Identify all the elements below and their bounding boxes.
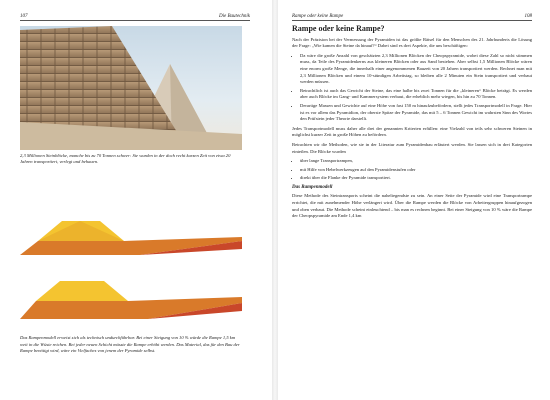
left-running-head <box>20 14 250 21</box>
right-page-body <box>292 26 532 220</box>
page-number-left: 107 <box>20 14 28 19</box>
methods-list <box>292 158 532 182</box>
right-running-head <box>292 14 532 21</box>
right-page <box>278 0 550 400</box>
ramp-diagram <box>20 201 242 329</box>
list-item: • Da wäre die große Anzahl von geschätzten 2,3 Millionen Blöcken der Cheopspyramide, wobei diese Zahl so nicht stimmen muss, da Teile des Pyramidenkerns aus kleineren Blöcken oder aus Sand bestehen. Aber selbst 1,5 Millionen Blöcke wären eine enorm große Menge, die innerhalb einer angenommenen Bauzeit von 20 Jahren transportiert werden. Rechnet man mit 2,3 Millionen Blöcken und einem 10-stündigen Arbeitstag, so bleiben alle 2 Minuten ein Stein transportiert und verbaut werden müssen. <box>300 53 532 86</box>
ramp-caption: Das Rampenmodell erweist sich als technisch undurchführbar. Bei einer Steigung von 10 % würde die Rampe 1,5 km weit in die Wüste reichen. Bei jeder neuen Schicht müsste die Rampe erhöht werden. Das Material, das für den Bau der Rampe benötigt wird, wäre ein Vielfaches von jenem der Pyramide selbst. <box>20 335 240 353</box>
chapter-heading: Rampe oder keine Rampe? <box>292 24 385 33</box>
pyramid-base-layer <box>36 281 128 301</box>
left-page <box>0 0 272 400</box>
aspects-list <box>292 53 532 123</box>
subheading: Das Rampenmodell <box>292 184 333 190</box>
running-title-right: Rampe oder keine Rampe <box>292 14 344 19</box>
paragraph: Betrachten wir die Methoden, wie sie in der Literatur zum Pyramidenbau erläutert werden. Sie lassen sich in drei Kategorien einteilen. Die Blöcke wurden <box>292 141 532 154</box>
list-item: • Derartige Massen und Gewichte auf eine Höhe von fast 150 m hinaufzubefördern, stellt jedes Transportmodell in Frage. Hier ist es vor allem das Pyramidion, der oberste Spitze der Pyramide, das mit 5 – 6 Tonnen Gewicht im wahrsten Sinn des Wortes den Prüfstein jeder Theorie darstellt. <box>300 103 532 123</box>
list-item: • über lange Transportrampen, <box>300 158 532 165</box>
ramp-model-figure <box>20 201 242 329</box>
intro-paragraph: Nach der Präzision bei der Vermessung der Pyramiden ist das größte Rätsel für den Menschen des 21. Jahrhunderts die Lösung der Frage: „Wie kamen die Steine da hinauf?“ Dabei sind es drei Aspekte, die uns beschäftigen: <box>292 36 532 49</box>
running-title-left: Die Bautechnik <box>219 14 250 19</box>
paragraph: Diese Methode des Steintransports scheint die naheliegendste zu sein. An einer Seite der Pyramide wird eine Transportrampe errichtet, die mit zunehmender Höhe verlängert wird. Über die Rampe werden die Blöcke von Arbeitergruppen hinaufgezogen und oben verbaut. Die Methode scheint einleuchtend – bis man es rechnen beginnt. Bei einer Steigung von 10 % wäre die Rampe der Cheopspyramide am Ende 1,4 km <box>292 193 532 219</box>
pyramid-photo <box>20 26 242 150</box>
photo-caption: 2,3 Millionen Steinblöcke, manche bis zu 70 Tonnen schwer: Sie wurden in der doch recht kurzen Zeit von etwa 20 Jahren transportiert, verlegt und behauen. <box>20 153 231 165</box>
list-item: • Betrachtlich ist auch das Gewicht der Steine, das eine halbe bis zwei Tonnen für die „kleineren“ Blöcke beträgt. Es werden aber auch Blöcke im Gang- und Kammersystem verbaut, die erheblich mehr wiegen, bis hin zu 70 Tonnen. <box>300 88 532 101</box>
pyramid-photo-illustration <box>20 26 242 150</box>
list-item: • direkt über die Flanke der Pyramide transportiert. <box>300 175 532 182</box>
list-item: • mit Hilfe von Hebelwerkzeugen auf den Pyramidenstufen oder <box>300 167 532 174</box>
page-number-right: 108 <box>524 14 532 19</box>
paragraph: Jedes Transportmodell muss daher alle drei der genannten Kriterien erfüllen: eine Vielzahl von teils sehr schweren Steinen in möglichst kurzer Zeit in große Höhen zu befördern. <box>292 125 532 138</box>
